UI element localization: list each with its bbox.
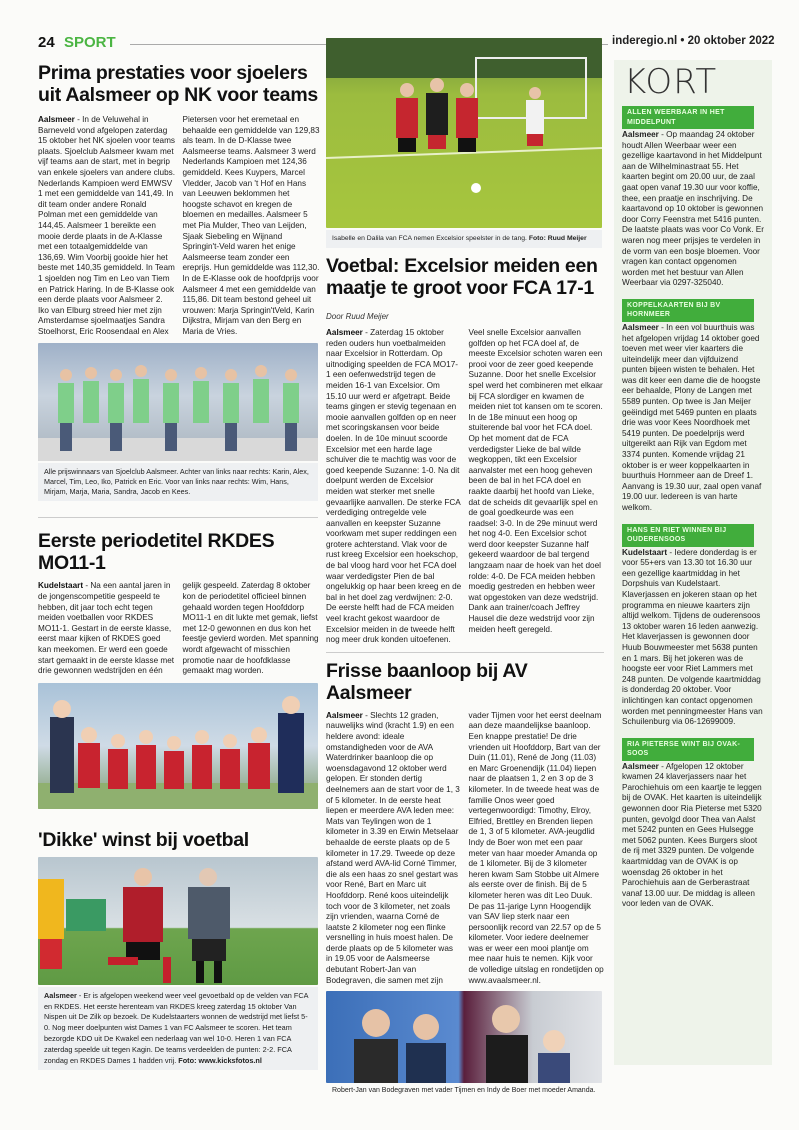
dateline: Aalsmeer — [622, 130, 659, 139]
kort-sidebar — [614, 60, 772, 1065]
article-text: - In de Veluwehal in Barneveld vond afgelopen zaterdag 15 oktober het NK sjoelen voor teams plaats. Sjoelclub Aalsmeer kwam met vijf teams aan de start, met in begrip van enkele sjoelers van andere clubs. Nederlands Kampioen werd EMWSV 1 met een gemiddelde van 141,49. In dit team onder andere Ronald Polman met een gemiddelde van 144,45. Aalsmeer 1 bereikte een mooie derde plaats in de A-Klasse met een totaalgemiddelde van 136,69. Wim Voorbij gooide hier het beste met 140,35 gemiddeld. In Team 1 sjoelden nog Tim en Leo van Tiem en Patrick Haring. In de B-Klasse ook een derde plaats voor Aalsmeer 2. Iko van Elburg streed hier met zijn Amsterdamse sjoelmaatjes Sandra Stoelhorst, Eric Roosendaal en Alex Pietersen voor het eremetaal en behaalde een gemiddelde van 129,83 als team. In de D-Klasse twee Aalsmeerse teams. Aalsmeer 3 werd Nederlands Kampioen met 124,36 gemiddeld. Kees Kuypers, Marcel Vledder, Jacob van 't Hof en Hans van Leeuwen beklommen het hoogste schavot en kregen de bloemen en medailles. Aalsmeer 5 met Pia Mulder, Theo van Leijden, Sjaak Siebeling en Wijnand Springin't-Veld waren het enige Aalsmeerse team zonder een ereprijs. Hun gemiddelde was 112,30. In de E-Klasse ook de hoofdprijs voor Aalsmeer 4 met een gemiddelde van 115,86. Dit team bestond geheel uit vrouwen: Marja Springin'tVeld, Karin Dijkstra, Mirjam van den Berg en Maria de Vries. — [38, 115, 320, 336]
dateline: Aalsmeer — [38, 115, 75, 124]
photo-baanloop-runners — [326, 991, 602, 1083]
kort-item-tag: RIA PIETERSE WINT BIJ OVAK-SOOS — [622, 738, 754, 761]
left-column — [38, 62, 320, 1070]
headline-dikke-winst: 'Dikke' winst bij voetbal — [38, 828, 249, 851]
divider — [38, 517, 318, 518]
article-body-baanloop — [326, 711, 604, 986]
article-text: - Na een aantal jaren in de jongenscompetitie gespeeld te hebben, dit jaar toch echt tegen meiden voetballen voor RKDES MO11-1. Gestart in de eerste klasse, eerst maar kijken of RKDES goed kan meekomen. Er werd een goede start gemaakt in de eerste klasse met drie gewonnen wedstrijden en één gelijk gespeeld. Zaterdag 8 oktober kon de periodetitel officieel binnen gehaald worden tegen Hoofddorp MO11-1 en dit lukte met gemak, liefst met 12-0 gewonnen en dus kon het feestje gevierd worden. Met spanning wordt afgewacht of misschien promotie naar de hoofdklasse gemaakt mag worden. — [38, 581, 319, 676]
caption-text: Isabelle en Dalila van FCA nemen Excelsior speelster in de tang. — [332, 235, 529, 242]
runners-portrait-illustration — [326, 991, 602, 1083]
photo-caption-sjoelers: Alle prijswinnaars van Sjoelclub Aalsmeer. Achter van links naar rechts: Karin, Alex, Marcel, Tim, Leo, Iko, Patrick en Eric. Voor van links naar rechts: Wim, Hans, Mirjam, Marja, Maria, Sandra, Jacob en Kees. — [38, 463, 318, 501]
dateline: Aalsmeer — [44, 990, 77, 1000]
headline-rkdes: Eerste periodetitel RKDES MO11-1 — [38, 530, 275, 575]
kort-item-text — [622, 762, 764, 910]
photo-sjoelers-team — [38, 343, 318, 461]
dateline: Aalsmeer — [326, 328, 363, 337]
kort-text: - Iedere donderdag is er voor 55+ers van 13.30 tot 16.30 uur een gezellige kaartmiddag in het Dorpshuis van Kudelstaart. Klaverjassen en jokeren staan op het programma en nieuwe kaarters zijn altijd welkom. Tijdens de ouderensoos 13 oktober waren 16 leden aanwezig. Het klaverjassen is gewonnen door Huub Bouwmeester met 5638 punten en 1 mars. Bij het jokeren was de hoogste eer voor Riet Lammers met 248 punten. De volgende kaartmiddag is donderdag 20 oktober. Voor inlichtingen kan contact opgenomen worden met penningmeester Hans van Schuilenburg via 06-12699009. — [622, 547, 763, 727]
photo-caption-baanloop: Robert-Jan van Bodegraven met vader Tijmen en Indy de Boer met moeder Amanda. — [332, 1087, 596, 1095]
dateline: Kudelstaart — [38, 581, 84, 591]
article-body-excelsior — [326, 328, 604, 646]
article-body-rkdes — [38, 581, 320, 676]
section-label: SPORT — [64, 34, 116, 51]
team-celebration-illustration — [38, 683, 318, 809]
divider — [326, 652, 604, 653]
kort-item-tag: ALLEN WEERBAAR IN HET MIDDELPUNT — [622, 106, 754, 129]
kort-item — [614, 524, 772, 728]
article-body-sjoelers — [38, 115, 320, 337]
kort-item — [614, 106, 772, 289]
kort-item-tag: KOPPELKAARTEN BIJ BV HORNMEER — [622, 299, 754, 322]
photo-rkdes-team — [38, 683, 318, 809]
site-date: inderegio.nl • 20 oktober 2022 — [612, 35, 775, 47]
article-text: - Slechts 12 graden, nauwelijks wind (kracht 1.9) en een heldere avond: ideale omstandigheden voor de AVA Waterdrinker baanloop die op woensdagavond 12 oktober werd gelopen. Er stonden dertig deelnemers aan de start voor de 1, 3 of 5 kilometer. In de eerste heat liepen er meerdere AVA leden mee: Mats van Teylingen won de 1 kilometer in 3.39 en Erwin Metselaar behaalde de eerste plaats op de 5 kilometer in 17.29. Tweede op deze afstand werd AVA-lid Corné Timmer, die als een haas zo snel gestart was voor René, Bart en Marc uit Hoofddorp. René koos uiteindelijk toch voor de 3 kilometer, net zoals zijn vrienden, waarna Corné de laatste 2 kilometer nog een flinke versnelling in huis moest halen. De derde plaats op de 5 kilometer was in 19.05 voor de Aalsmeerse debutant Robert-Jan van Bodegraven, die samen met zijn vader Tijmen voor het eerst deelnam aan deze maandelijkse baanloop. Een knappe prestatie! De drie vrienden uit Hoofddorp, Bart van der Duin (11.01), René de Jong (11.03) en Marc Groenendijk (11.04) liepen naar de plaatsen 1, 2 en 3 op de 3 kilometer. In de tweede heat was de familie Onos weer goed vertegenwoordigd: Timothy, Elroy, Elfried, Brettley en Brenden liepen de 1, 3 of 5 kilometer. AVA-jeugdlid Indy de Boer won met een paar meter van haar moeder Amanda op de 1 kilometer. Bij de 3 kilometer heren kwam Sam Stobbe uit Almere als eerste over de finish. Bij de 5 kilometer heren was dit Leo Duuk. De pas 11-jarige Lynn Hoogendijk van SAV liep sterk naar een persoonlijk record van 22.57 op de 5 kilometer. Voor iedere deelnemer was er weer een mooi plantje om mee naar huis te nemen. Kijk voor de volledige uitslag en rondetijden op www.avaalsmeer.nl. — [326, 710, 604, 985]
dateline: Aalsmeer — [622, 761, 659, 771]
kort-item-text — [622, 130, 764, 289]
byline-text: Door Ruud Meijer — [326, 312, 389, 321]
girls-football-illustration — [326, 38, 602, 228]
photo-excelsior-match — [326, 38, 602, 228]
kort-text: - Afgelopen 12 oktober kwamen 24 klaverjassers naar het Parochiehuis om een kaartje te leggen bij de OVAK. Het kaarten is uiteindelijk gewonnen door Ria Pieterse met 5320 punten, gevolgd door Thea van Aalst met 5242 punten en Gees Hulsegge met 5062 punten. Kees Burgers sloot de rij met 3329 punten. De volgende kaartmiddag van de OVAK is op woensdag 26 oktober in het Parochiehuis aan de Gerberastraat vanaf 13.00 uur. De middag is alleen voor leden van de OVAK. — [622, 761, 762, 909]
article-text: - Er is afgelopen weekend weer veel gevoetbald op de velden van FCA en RKDES. Het eerste herenteam van RKDES kreeg zaterdag 15 oktober Van Nispen uit De Zilk op bezoek. De Kudelstaarters wonnen de wedstrijd met liefst 5-0. Nog meer doelpunten wist Dames 1 van FC Aalsmeer te scoren. Het team bezorgde KDO uit De Kwakel een nederlaag van wel 10-0. Heren 1 van FCA zaterdag speelde uit tegen Kagin. De teams verdeelden de punten: 2-2. FCA zondag en RKDES Dames 1 hadden vrij. — [44, 990, 309, 1065]
photo-credit: Foto: www.kicksfotos.nl — [178, 1055, 262, 1065]
football-match-illustration — [38, 857, 318, 985]
kort-item-text — [622, 548, 764, 728]
middle-column — [326, 38, 604, 1094]
photo-football-match — [38, 857, 318, 985]
dateline: Aalsmeer — [622, 322, 659, 332]
article-body-dikke-winst — [38, 987, 318, 1071]
byline — [326, 306, 604, 324]
dateline: Aalsmeer — [326, 710, 363, 720]
kort-item-text — [622, 323, 764, 514]
headline-sjoelers: Prima prestaties voor sjoelers uit Aalsmeer op NK voor teams — [38, 62, 318, 106]
photo-caption-excelsior — [326, 230, 602, 248]
headline-excelsior: Voetbal: Excelsior meiden een maatje te groot voor FCA 17-1 — [326, 255, 598, 299]
kort-text: - Op maandag 24 oktober houdt Allen Weerbaar weer een gezellige kaartavond in het Middelpunt aan de Wilhelminastraat 55. Het kaarten begint om 20.00 uur, de zaal gaat open vanaf 19.30 uur voor koffie, thee, een praatje en inschrijving. De kaartavond op 10 oktober is gewonnen door Corry Feenstra met 5416 punten. De laatste plaats was voor Co Vonk. Er waren nog meer prijsjes te verdelen in de vorm van een bosje bloemen. Voor vragen kan contact opgenomen worden met het bestuur van Allen Weerbaar via 0297-325040. — [622, 130, 764, 288]
kort-text: - In een vol buurthuis was het afgelopen vrijdag 14 oktober goed toeven met weer vier kaarters die uiteindelijk meer dan vijfduizend punten bijeen wisten te behalen. Het was dit keer een dame die de hoogste eer behaalde, Plony de Langen met 5589 punten. Op twee is Jan Meijer geëindigd met 5469 punten en plaats drie was voor Kees Noordhoek met 5419 punten. De poedelprijs werd uitgereikt aan Rijk van Egdom met 3374 punten. Komende vrijdag 21 oktober is er weer koppelkaarten in buurthuis Hornmeer aan de Dreef 1. Aanvang is 19.30 uur, zaal open vanaf 19.00 uur. Iedereen is van harte welkom. — [622, 322, 762, 512]
kort-item — [614, 299, 772, 514]
headline-baanloop: Frisse baanloop bij AV Aalsmeer — [326, 659, 528, 704]
page-number: 24 — [38, 34, 55, 51]
kort-item-tag: HANS EN RIET WINNEN BIJ OUDERENSOOS — [622, 524, 754, 547]
kort-title: KORT — [624, 62, 718, 102]
team-photo-illustration — [38, 343, 318, 461]
kort-item — [614, 738, 772, 910]
photo-credit: Foto: Ruud Meijer — [528, 235, 587, 242]
article-text: - Zaterdag 15 oktober reden ouders hun voetbalmeiden naar Excelsior in Rotterdam. Op uitnodiging speelden de FCA MO17-1 een oefenwedstrijd tegen de meiden 16-1 van Excelsior. Om 15.10 uur werd er afgetrapt. Beide teams gingen er stevig tegenaan en mooie aanvallen golfden op en neer met scoringskansen voor beide doelen. In de 10e minuut scoorde Excelsior met een harde lage schuiver die te machtig was voor de goed keepende Suzanne: 1-0. Na dit doelpunt werden de Excelsior meiden wat sterker met snelle gevaarlijke aanvallen. De sterke FCA verdediging ontregelde vele aanvallen en keepster Suzanne voorkwam met super reddingen een grotere achterstand. Vlak voor de rust kreeg Excelsior een hoekschop, de bal vloog hard voor het FCA doel waar verdedigster Pien de bal ongelukkig op haar been kreeg en de bal in het doel zag verdwijnen: 2-0. De eerste helft had de FCA meiden veel kracht gekost waardoor de Excelsior meiden in de tweede helft nog meer druk konden uitoefenen. Veel snelle Excelsior aanvallen golfden op het FCA doel af, de meeste Excelsior schoten waren een prooi voor de zeer goed keepende Suzanne. Door het snelle Excelsior spel werd het combineren met elkaar bij FCA slordiger en kwamen de meiden niet tot kansen om te scoren. In de 18e minuut een hoog op stuiterende bal voor het FCA doel. Op het moment dat de FCA verdedigster Lieke de bal wilde wegkoppen, tikt een Excelsior aanvalster met een hoog geheven been de bal in het FCA doel en raakte daarbij het hoofd van Lieke, dat de scheids dit gevaarlijk spel en de goal goedkeurde was een raadsel: 3-0. In de 29e minuut werd het nog 4-0. Een Excelsior schot werd door keepster Suzanne half gekeerd waardoor de bal tergend langzaam naar de hoek van het doel rolde: 4-0. De FCA meiden hebben moedig gestreden en hebben weer wat opgestoken van deze wedstrijd. Dank aan trainer/coach Jeffrey Hausel die deze wedstrijd voor zijn meiden heeft geregeld. — [326, 328, 603, 645]
dateline: Kudelstaart — [622, 547, 668, 557]
